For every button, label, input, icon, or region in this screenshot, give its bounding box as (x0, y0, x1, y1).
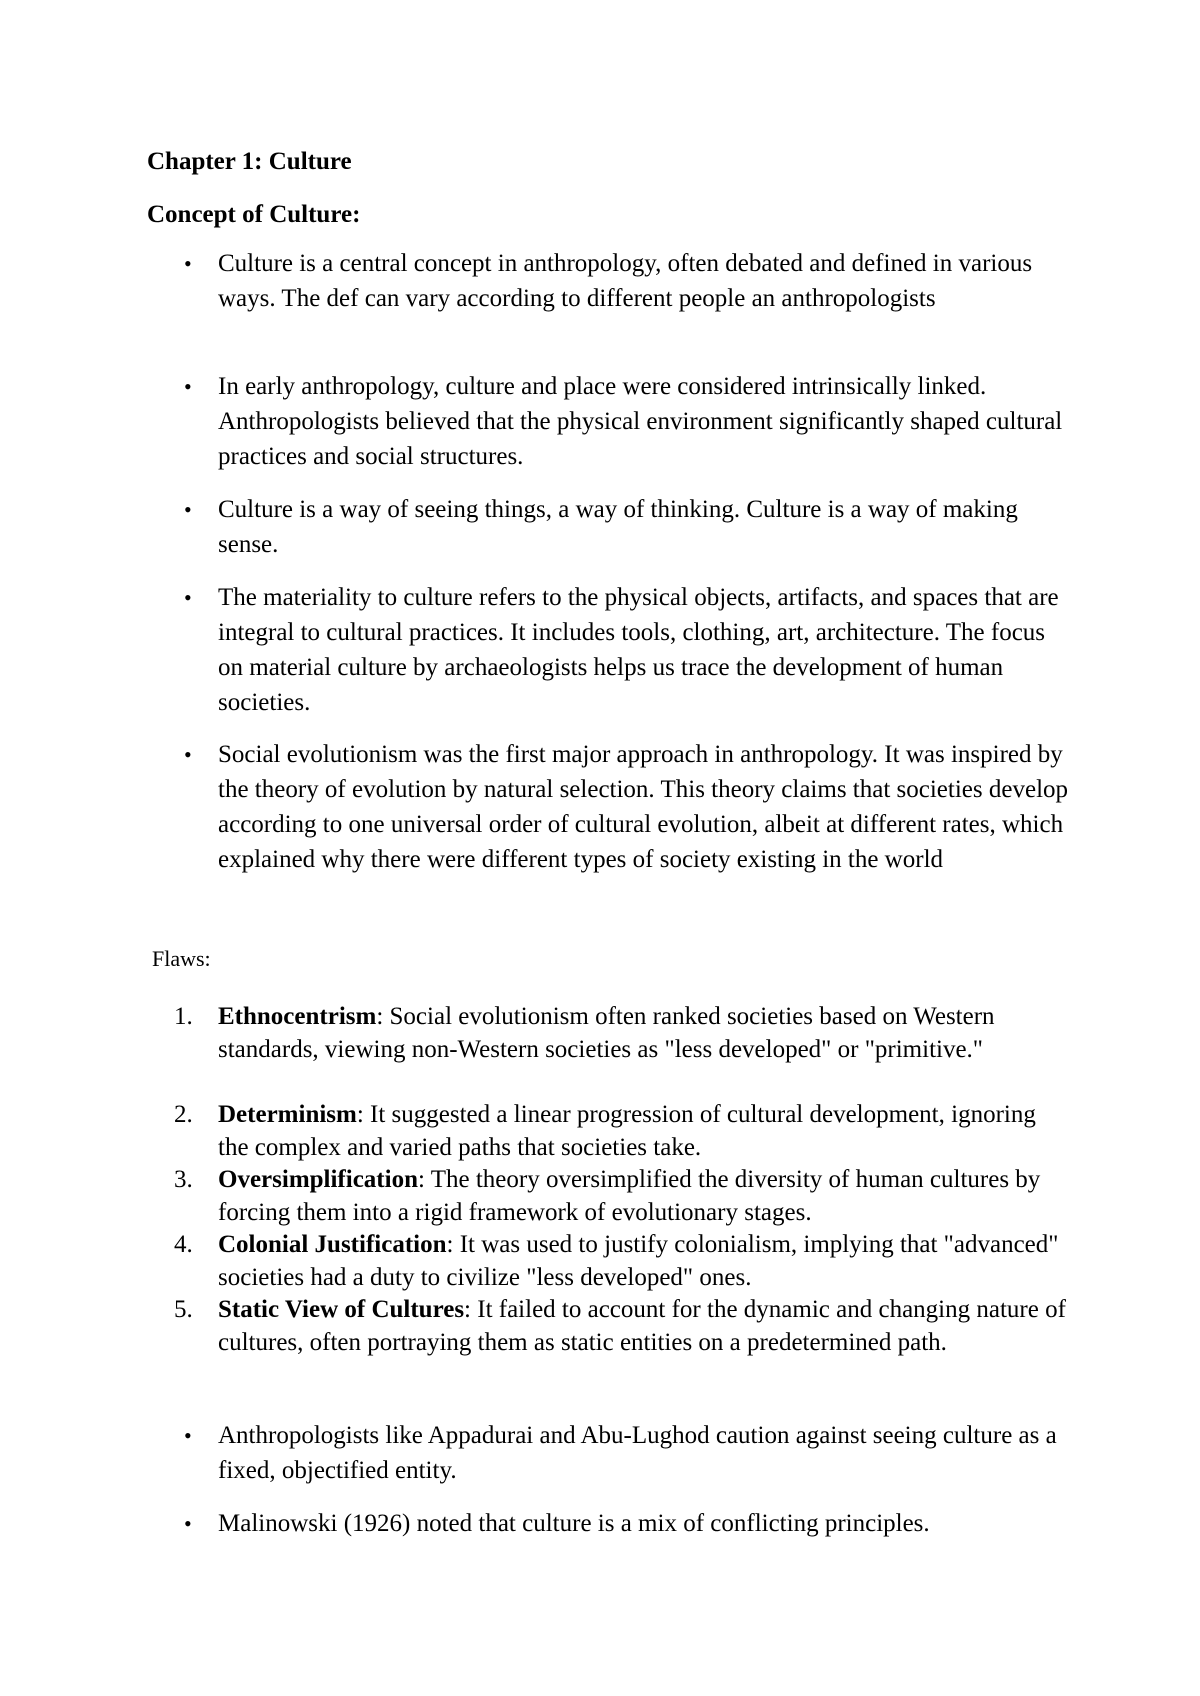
item-term: Oversimplification (218, 1166, 418, 1193)
item-number: 5. (174, 1296, 193, 1323)
item-term: Determinism (218, 1101, 357, 1128)
item-number: 4. (174, 1231, 193, 1258)
bullet-icon: • (184, 742, 192, 767)
item-number: 1. (174, 1003, 193, 1030)
numbered-item (174, 1228, 1068, 1294)
bullet-icon: • (184, 497, 192, 522)
list-item-text: Anthropologists like Appadurai and Abu-Lughod caution against seeing culture as a fixed, objectified entity. (218, 1422, 1057, 1484)
list-item-text: The materiality to culture refers to the physical objects, artifacts, and spaces that are integral to cultural practices. It includes tools, clothing, art, architecture. The focus on material culture by archaeologists helps us trace the development of human societies. (218, 584, 1059, 716)
item-text: : It failed to account for the dynamic and changing nature of cultures, often portraying them as static entities on a predetermined path. (218, 1296, 1066, 1356)
list-item (184, 1418, 1068, 1488)
list-item (184, 492, 1068, 562)
item-number: 2. (174, 1101, 193, 1128)
list-item-text: In early anthropology, culture and place were considered intrinsically linked. Anthropologists believed that the physical environment significantly shaped cultural practices and social structures. (218, 373, 1063, 470)
list-item-text: Malinowski (1926) noted that culture is a mix of conflicting principles. (218, 1510, 930, 1537)
numbered-item (174, 1163, 1068, 1229)
item-term: Static View of Cultures (218, 1296, 465, 1323)
bullet-icon: • (184, 1423, 192, 1448)
list-item (184, 369, 1068, 474)
list-item (184, 580, 1068, 720)
list-item-text: Culture is a way of seeing things, a way of thinking. Culture is a way of making sense. (218, 496, 1018, 558)
list-item (184, 737, 1069, 877)
list-item (184, 246, 1068, 316)
bullet-icon: • (184, 251, 192, 276)
flaws-label: Flaws: (152, 946, 211, 971)
bullet-icon: • (184, 585, 192, 610)
list-item (184, 1506, 1068, 1541)
item-text: : The theory oversimplified the diversity of human cultures by forcing them into a rigid framework of evolutionary stages. (218, 1166, 1041, 1226)
item-number: 3. (174, 1166, 193, 1193)
item-text: : It was used to justify colonialism, implying that "advanced" societies had a duty to civilize "less developed" ones. (218, 1231, 1059, 1291)
item-text: : Social evolutionism often ranked societies based on Western standards, viewing non-Western societies as "less developed" or "primitive." (218, 1003, 995, 1063)
bullet-icon: • (184, 374, 192, 399)
numbered-item (174, 1293, 1068, 1359)
list-item-text: Social evolutionism was the first major approach in anthropology. It was inspired by the theory of evolution by natural selection. This theory claims that societies develop according to one universal order of cultural evolution, albeit at different rates, which explained why there were different types of society existing in the world (218, 741, 1069, 873)
item-term: Ethnocentrism (218, 1003, 377, 1030)
numbered-item (174, 1098, 1068, 1164)
list-item-text: Culture is a central concept in anthropology, often debated and defined in various ways. The def can vary according to different people an anthropologists (218, 250, 1033, 312)
numbered-item (174, 1000, 1068, 1066)
bullet-icon: • (184, 1511, 192, 1536)
section-heading: Concept of Culture: (147, 201, 361, 228)
page-title: Chapter 1: Culture (147, 148, 352, 175)
item-text: : It suggested a linear progression of cultural development, ignoring the complex and varied paths that societies take. (218, 1101, 1036, 1161)
item-term: Colonial Justification (218, 1231, 447, 1258)
